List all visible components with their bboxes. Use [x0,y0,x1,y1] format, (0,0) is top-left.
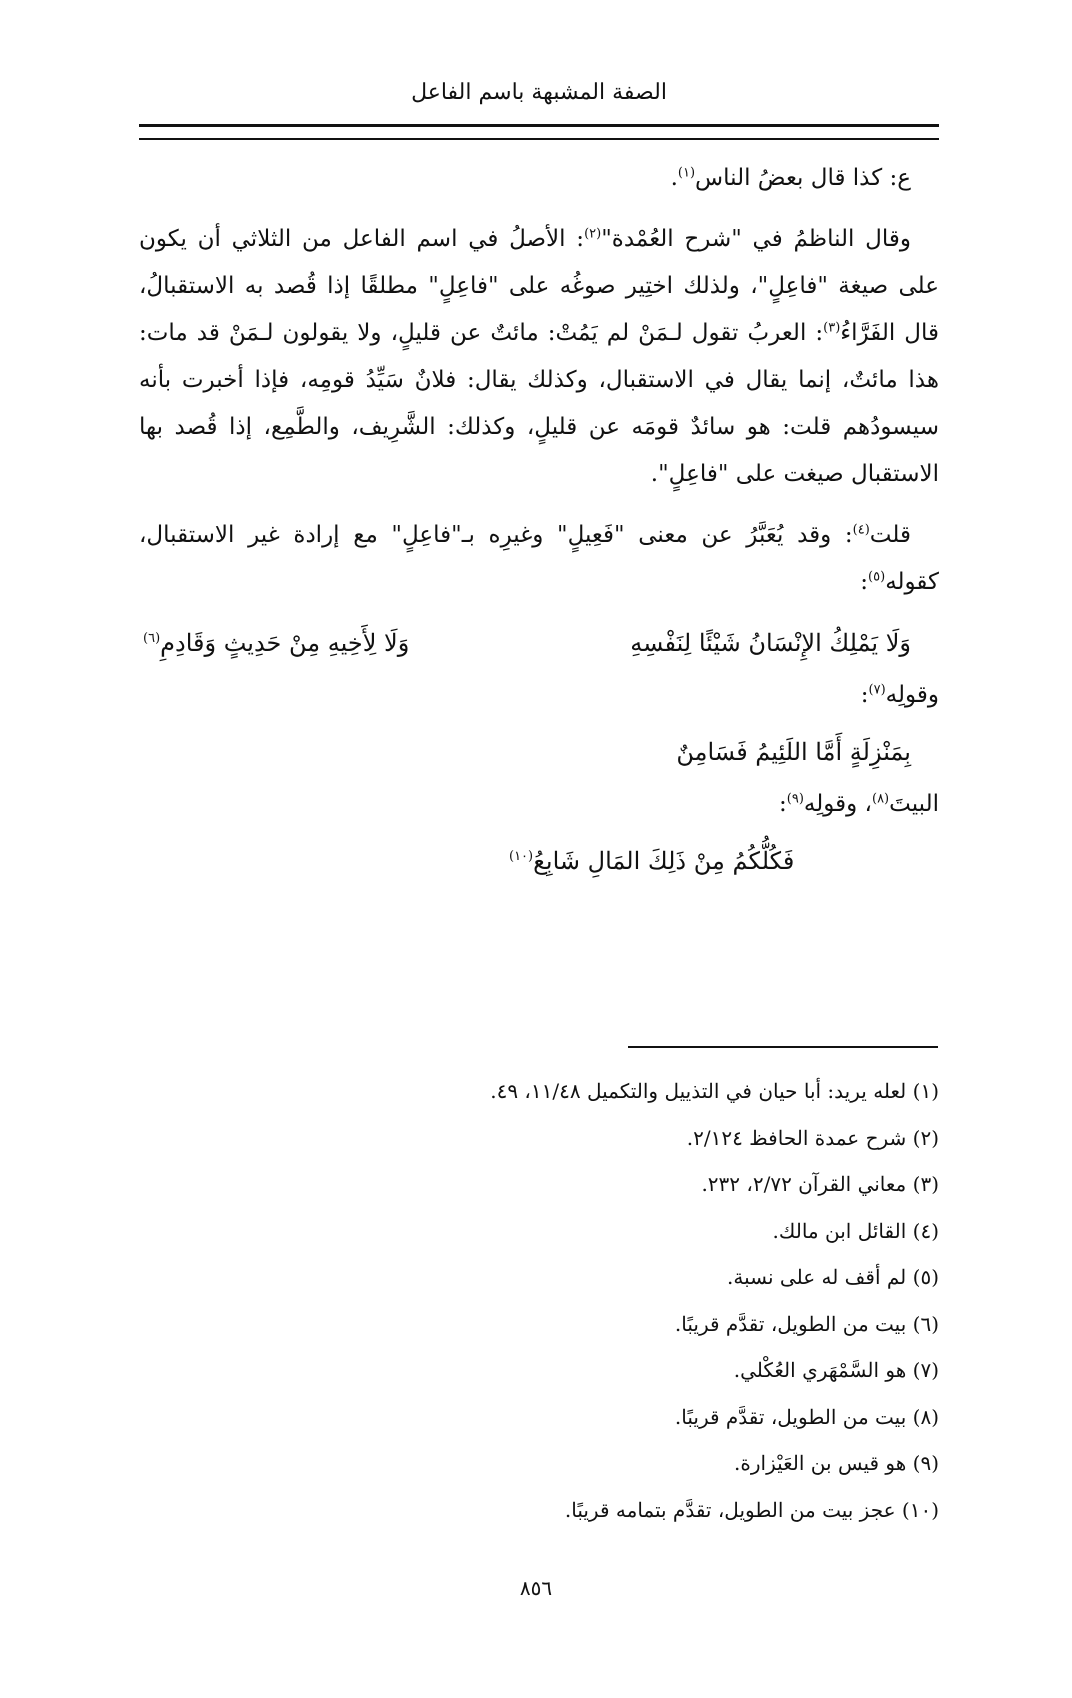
footnote-ref: (٤) [852,522,870,538]
verse-3-intro-part-b: ، وقولِه [803,791,872,817]
footnote-6: (٦) بيت من الطويل، تقدَّم قريبًا. [674,1311,939,1336]
footnote-3: (٣) معاني القرآن ٢/٧٢، ٢٣٢. [701,1172,939,1196]
paragraph-2 [139,216,939,498]
verse-2-intro [139,672,939,719]
verse-2-intro-text: وقولِه [885,682,939,708]
footnote-1: (١) لعله يريد: أبا حيان في التذييل والتكميل ١١/٤٨، ٤٩. [490,1079,939,1103]
footnote-ref: (١) [677,165,696,181]
verse-1-first-hemistich: وَلَا يَمْلِكُ الإِنْسَانُ شَيْئًا لِنَفْسِهِ [630,629,911,657]
footnote-ref: (٣) [823,320,841,336]
footnote-8: (٨) بيت من الطويل، تقدَّم قريبًا. [674,1404,939,1429]
footnote-ref: (٧) [868,682,886,698]
verse-2-intro-end: : [860,682,869,708]
verse-3-intro [139,781,939,828]
verse-3-second-hemistich-text: فَكُلُّكُمُ مِنْ ذَلِكَ المَالِ شَابِعُ [533,847,795,875]
verse-3-intro-part-a: البيتَ [889,791,939,817]
paragraph-2-part-b: : الأصلُ في اسم الفاعل من الثلاثي أن يكون على صيغة "فاعِلٍ"، ولذلك اختِير صوغُه على "فاعِلٍ" مطلقًا إذا قُصد به الاستقبالُ، قال الفَرَّاءُ [139,226,940,346]
paragraph-3 [139,512,939,606]
paragraph-3-part-b: : وقد يُعَبَّرُ عن معنى "فَعِيلٍ" وغيرِه بـ"فاعِلٍ" مع إرادة غير الاستقبال، كقوله [139,522,939,595]
page-number: ٨٥٦ [519,1576,553,1600]
verse-3-intro-part-c: : [779,791,787,817]
footnote-ref: (٨) [871,791,890,807]
paragraph-1-text: ع: كذا قال بعضُ الناس [695,165,911,191]
main-text [139,155,939,890]
verse-2-first-hemistich: بِمَنْزِلَةٍ أَمَّا اللَئِيمُ فَسَامِنٌ [676,738,911,766]
verse-3-second-hemistich [509,838,794,885]
running-header: الصفة المشبهة باسم الفاعل [411,80,667,105]
paragraph-3-part-c: : [860,569,869,595]
footnote-ref: (٩) [786,791,804,807]
footnote-separator [628,1046,938,1048]
footnotes [139,1068,939,1533]
verse-1 [139,620,939,672]
paragraph-2-part-a: وقال الناظمُ في "شرح العُمْدة" [601,226,911,252]
paragraph-1-end: . [670,165,678,191]
paragraph-3-part-a: قلت [869,522,911,548]
paragraph-1 [139,155,939,202]
footnote-5: (٥) لم أقف له على نسبة. [727,1265,939,1289]
footnote-ref: (٦) [143,631,161,646]
footnote-ref: (٢) [584,226,602,242]
verse-1-second-hemistich-text: وَلَا لِأَخِيهِ مِنْ حَدِيثٍ وَقَادِمِ [160,629,410,657]
footnote-9: (٩) هو قيس بن العَيْزارة. [734,1451,939,1475]
footnote-ref: (٥) [868,569,886,585]
verse-1-second-hemistich [143,620,409,667]
footnote-2: (٢) شرح عمدة الحافظ ٢/١٢٤. [686,1125,939,1150]
verse-3 [139,838,939,890]
paragraph-2-part-c: : العربُ تقول لـمَنْ لم يَمُتْ: مائتٌ عن قليلٍ، ولا يقولون لـمَنْ قد مات: هذا مائتٌ، إنما يقال في الاستقبال، وكذلك يقال: فلانٌ سَيِّدُ قومِه، فإذا أخبرت بأنه سيسودُهم قلت: هو سائدٌ قومَه عن قليلٍ، وكذلك: الشَّرِيف، والطَّمِع، إذا قُصد بها الاستقبال صيغت على "فاعِلٍ". [139,320,939,487]
header-rule-thick [139,124,939,127]
footnote-4: (٤) القائل ابن مالك. [772,1218,939,1243]
verse-2 [139,729,939,781]
footnote-ref: (١٠) [509,849,534,864]
header-rule-thin [139,138,939,140]
footnote-10: (١٠) عجز بيت من الطويل، تقدَّم بتمامه قريبًا. [564,1497,939,1522]
footnote-7: (٧) هو السَّمْهَري العُكْلي. [733,1358,939,1382]
